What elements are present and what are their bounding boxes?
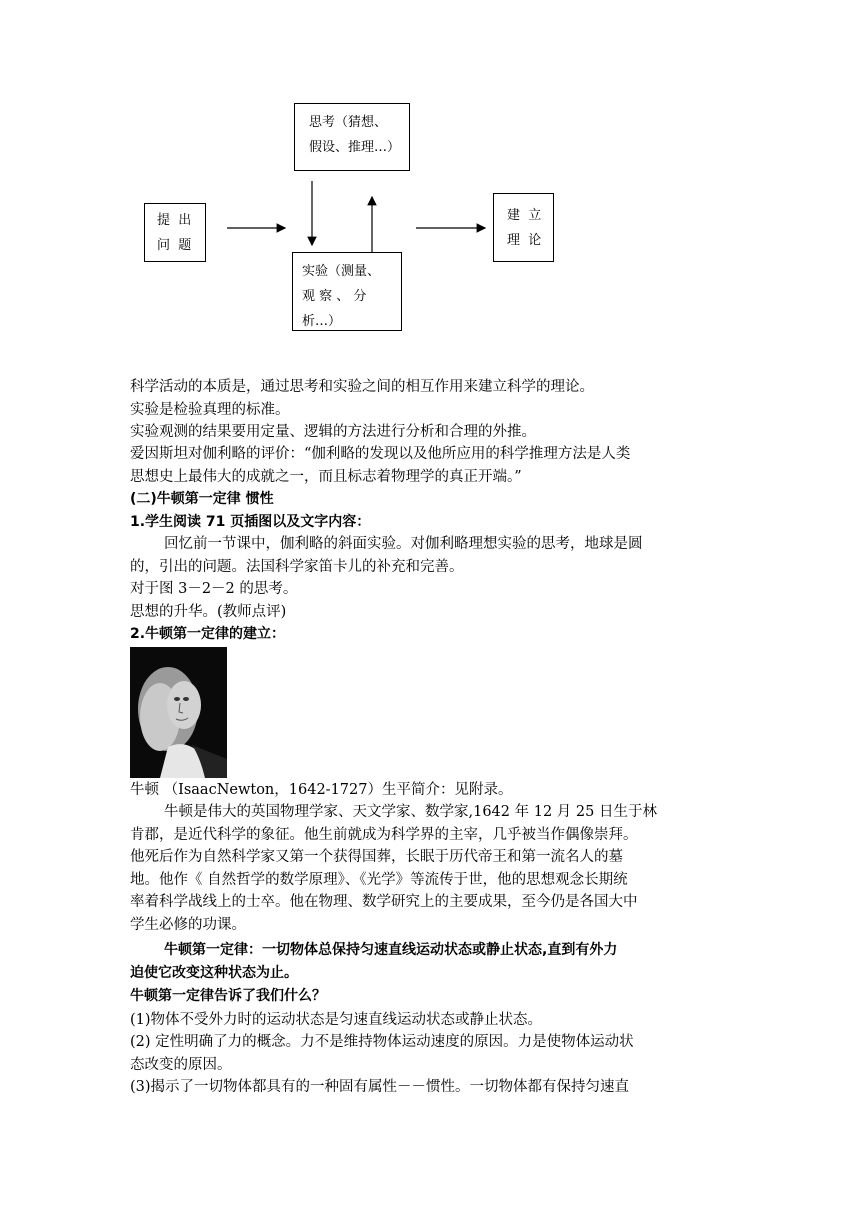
diagram-arrows — [0, 0, 860, 400]
para-essence: 科学活动的本质是，通过思考和实验之间的相互作用来建立科学的理论。 — [130, 379, 594, 395]
bio-line-3: 他死后作为自然科学家又第一个获得国葬，长眠于历代帝王和第一流名人的墓 — [130, 849, 623, 865]
para-standard: 实验是检验真理的标准。 — [130, 402, 290, 418]
para-einstein-1: 爱因斯坦对伽利略的评价：“伽利略的发现以及他所应用的科学推理方法是人类 — [130, 446, 631, 462]
first-law-line-1: 牛顿第一定律：一切物体总保持匀速直线运动状态或静止状态,直到有外力 — [164, 942, 618, 958]
subheading-1: 1.学生阅读 71 页插图以及文字内容： — [130, 514, 371, 530]
item-3: (3)揭示了一切物体都具有的一种固有属性－－惯性。一切物体都有保持匀速直 — [130, 1079, 630, 1095]
para-sublimation: 思想的升华。(教师点评) — [130, 604, 287, 620]
theory-box-line1: 建 立 — [507, 208, 542, 223]
theory-box-line2: 理 论 — [507, 233, 542, 248]
portrait-caption: 牛顿 （IsaacNewton，1642-1727）生平简介：见附录。 — [130, 782, 513, 798]
para-recall-1: 回忆前一节课中，伽利略的斜面实验。对伽利略理想实验的思考，地球是圆 — [164, 536, 643, 552]
think-box-line1: 思考（猜想、 — [309, 115, 388, 130]
bio-line-6: 学生必修的功课。 — [130, 917, 246, 933]
para-recall-2: 的，引出的问题。法国科学家笛卡儿的补充和完善。 — [130, 559, 464, 575]
first-law-line-2: 迫使它改变这种状态为止。 — [130, 965, 298, 981]
subheading-3: 牛顿第一定律告诉了我们什么？ — [130, 988, 326, 1004]
experiment-box-line2: 观 察 、 分 — [302, 289, 367, 304]
question-box-line2: 问 题 — [157, 238, 192, 253]
section-heading: (二)牛顿第一定律 惯性 — [130, 491, 274, 507]
question-box-line1: 提 出 — [157, 213, 192, 228]
bio-line-5: 率着科学战线上的士卒。他在物理、数学研究上的主要成果，至今仍是各国大中 — [130, 894, 638, 910]
para-einstein-2: 思想史上最伟大的成就之一，而且标志着物理学的真正开端。” — [130, 469, 522, 485]
para-analysis: 实验观测的结果要用定量、逻辑的方法进行分析和合理的外推。 — [130, 424, 536, 440]
newton-portrait — [130, 647, 227, 778]
subheading-2: 2.牛顿第一定律的建立： — [130, 626, 286, 642]
bio-line-2: 肯郡，是近代科学的象征。他生前就成为科学界的主宰，几乎被当作偶像崇拜。 — [130, 827, 638, 843]
bio-line-4: 地。他作《 自然哲学的数学原理》、《光学》等流传于世，他的思想观念长期统 — [130, 872, 628, 888]
item-2-line-1: (2) 定性明确了力的概念。力不是维持物体运动速度的原因。力是使物体运动状 — [130, 1034, 634, 1050]
item-2-line-2: 态改变的原因。 — [130, 1057, 232, 1073]
experiment-box-line1: 实验（测量、 — [302, 264, 381, 279]
item-1: (1)物体不受外力时的运动状态是匀速直线运动状态或静止状态。 — [130, 1012, 543, 1028]
bio-line-1: 牛顿是伟大的英国物理学家、天文学家、数学家,1642 年 12 月 25 日生于林 — [164, 804, 657, 820]
think-box-line2: 假设、推理…） — [309, 140, 401, 155]
experiment-box-line3: 析…） — [302, 314, 342, 329]
para-figure: 对于图 3－2－2 的思考。 — [130, 581, 298, 597]
